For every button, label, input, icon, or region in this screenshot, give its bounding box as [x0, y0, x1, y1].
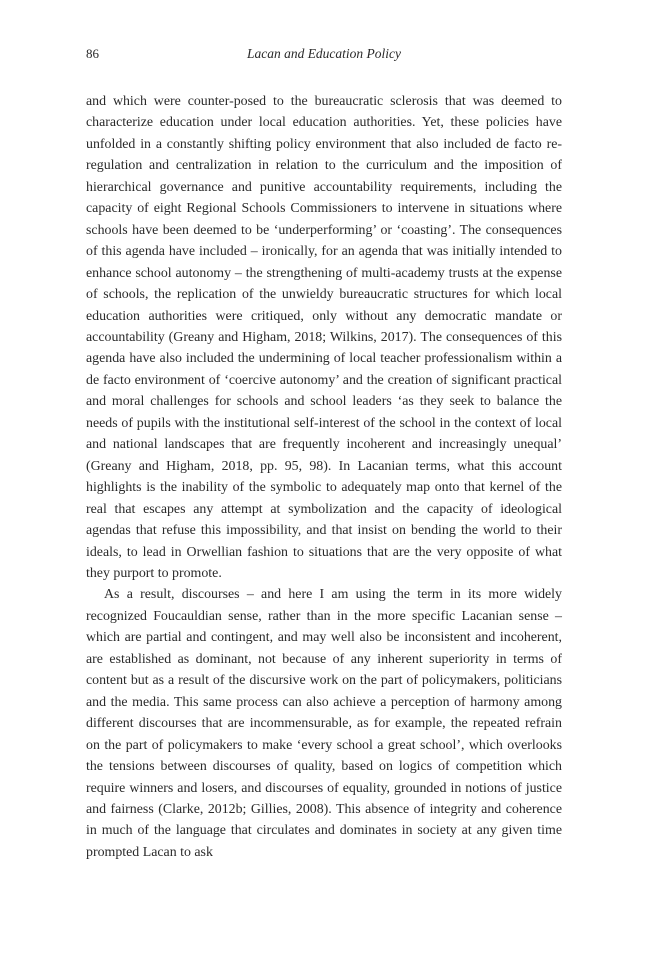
body-text: [86, 91, 562, 863]
paragraph-continued: and which were counter-posed to the bureaucratic sclerosis that was deemed to characterize education under local education authorities. Yet, these policies have unfolded in a constantly shifting policy environment that also included de facto re-regulation and centralization in relation to the curriculum and the imposition of hierarchical governance and punitive accountability requirements, including the capacity of eight Regional Schools Commissioners to intervene in situations where schools have been deemed to be ‘underperforming’ or ‘coasting’. The consequences of this agenda have included – ironically, for an agenda that was initially intended to enhance school autonomy – the strengthening of multi-academy trusts at the expense of schools, the replication of the unwieldy bureaucratic structures for which local education authorities were critiqued, only without any democratic mandate or accountability (Greany and Higham, 2018; Wilkins, 2017). The consequences of this agenda have also included the undermining of local teacher professionalism within a de facto environment of ‘coercive autonomy’ and the creation of significant practical and moral challenges for schools and school leaders ‘as they seek to balance the needs of pupils with the institutional self-interest of the school in the context of local and national landscapes that are frequently incoherent and increasingly unequal’ (Greany and Higham, 2018, pp. 95, 98). In Lacanian terms, what this account highlights is the inability of the symbolic to adequately map onto that kernel of the real that escapes any attempt at symbolization and the capacity of ideological agendas that refuse this impossibility, and that insist on bending the world to their ideals, to lead in Orwellian fashion to situations that are the very opposite of what they purport to promote.: [86, 94, 562, 581]
paragraph: As a result, discourses – and here I am using the term in its more widely recognized Foucauldian sense, rather than in the more specific Lacanian sense – which are partial and contingent, and may well also be inconsistent and incoherent, are established as dominant, not because of any inherent superiority in terms of content but as a result of the discursive work on the part of policymakers, politicians and the media. This same process can also achieve a perception of harmony among different discourses that are incommensurable, as for example, the repeated refrain on the part of policymakers to make ‘every school a great school’, which overlooks the tensions between discourses of quality, based on logics of competition which require winners and losers, and discourses of equality, grounded in notions of justice and fairness (Clarke, 2012b; Gillies, 2008). This absence of integrity and coherence in much of the language that circulates and dominates in society at any given time prompted Lacan to ask: [86, 587, 562, 860]
page-number: 86: [86, 46, 99, 61]
running-title: Lacan and Education Policy: [246, 46, 402, 61]
page-header: [86, 46, 562, 66]
